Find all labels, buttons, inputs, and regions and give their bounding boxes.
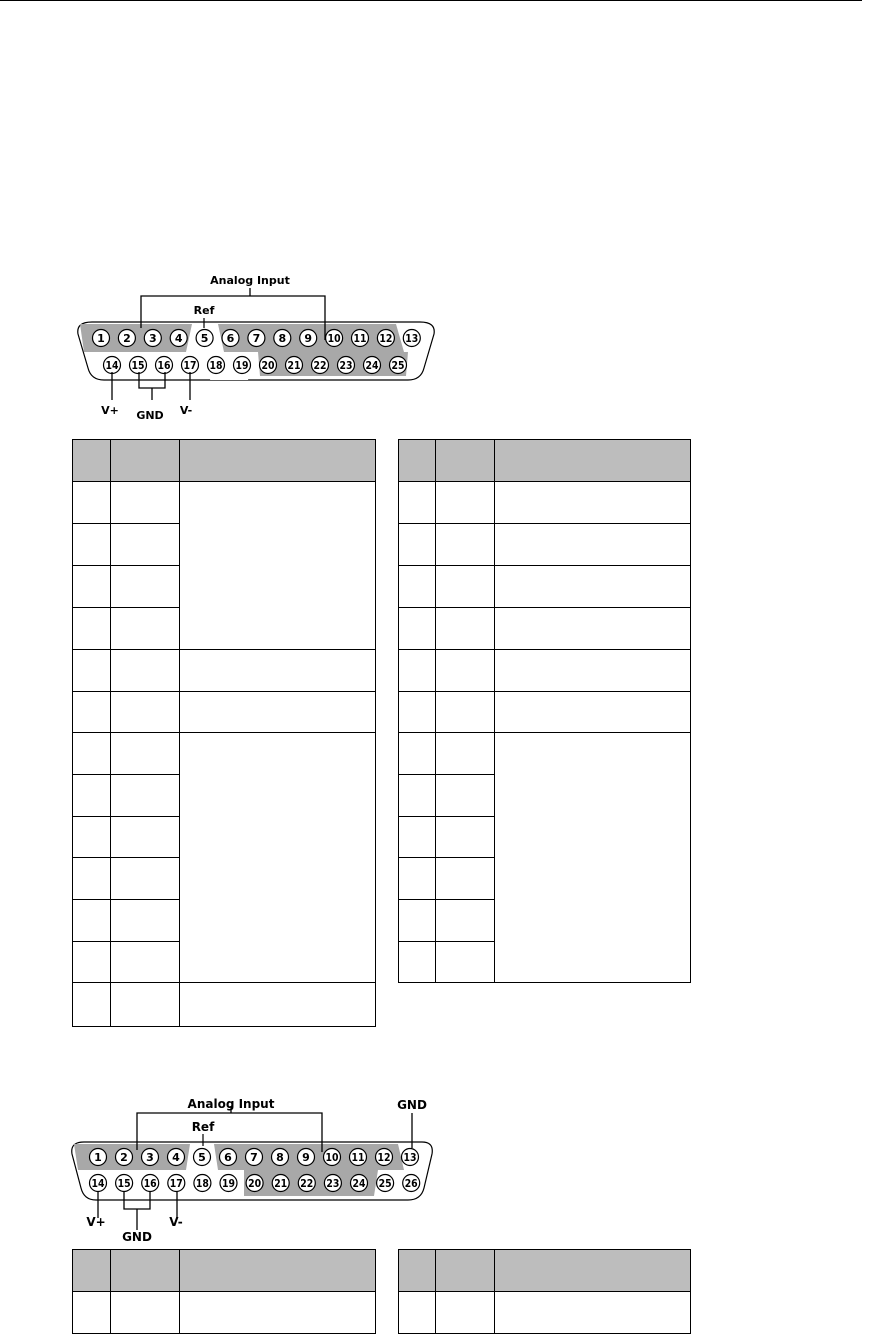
pin-number: 22 xyxy=(300,1177,314,1190)
connector-b-analog-label: Analog Input xyxy=(187,1097,275,1111)
pin-table-b-left xyxy=(72,1249,376,1334)
pin-19 xyxy=(220,1175,237,1192)
connector-b-vplus-label: V+ xyxy=(86,1215,106,1229)
connector-b-gnd-top-label: GND xyxy=(397,1098,427,1112)
pin-number: 2 xyxy=(120,1151,128,1164)
pin-number: 10 xyxy=(327,332,341,345)
pin-number: 17 xyxy=(183,359,197,372)
pin-number: 15 xyxy=(131,359,145,372)
pin-15 xyxy=(116,1175,133,1192)
pin-11 xyxy=(350,1149,367,1166)
pin-number: 17 xyxy=(169,1177,183,1190)
pin-24 xyxy=(351,1175,368,1192)
pin-number: 11 xyxy=(351,1151,365,1164)
pin-10 xyxy=(324,1149,341,1166)
pin-25 xyxy=(377,1175,394,1192)
pin-number: 4 xyxy=(172,1151,180,1164)
pin-16 xyxy=(142,1175,159,1192)
pin-2 xyxy=(116,1149,133,1166)
pin-number: 7 xyxy=(250,1151,258,1164)
table-b-left-header-name xyxy=(111,1250,180,1292)
pin-number: 21 xyxy=(287,359,301,372)
pin-number: 9 xyxy=(304,332,313,345)
pin-number: 9 xyxy=(302,1151,310,1164)
connector-a-analog-label: Analog Input xyxy=(210,274,290,287)
pin-number: 20 xyxy=(261,359,275,372)
pin-number: 18 xyxy=(195,1177,209,1190)
table-b-left-header-desc xyxy=(180,1250,376,1292)
pin-number: 16 xyxy=(157,359,171,372)
table-b-right-header-desc xyxy=(495,1250,691,1292)
pin-number: 21 xyxy=(274,1177,288,1190)
pin-number: 22 xyxy=(313,359,327,372)
pin-number: 6 xyxy=(226,332,235,345)
pin-4 xyxy=(168,1149,185,1166)
pin-5 xyxy=(194,1149,211,1166)
pin-number: 23 xyxy=(339,359,353,372)
pin-number: 24 xyxy=(365,359,379,372)
connector-a-vminus-label: V- xyxy=(179,404,193,417)
pin-number: 15 xyxy=(117,1177,131,1190)
pin-number: 8 xyxy=(276,1151,284,1164)
pin-number: 5 xyxy=(200,332,209,345)
connector-a-vplus-label: V+ xyxy=(101,404,119,417)
pin-number: 23 xyxy=(326,1177,340,1190)
pin-number: 6 xyxy=(224,1151,232,1164)
connector-b-ref-label: Ref xyxy=(191,1120,215,1134)
pin-number: 19 xyxy=(222,1177,235,1190)
pin-21 xyxy=(272,1175,289,1192)
pin-number: 2 xyxy=(123,332,131,345)
pin-9 xyxy=(298,1149,315,1166)
pin-number: 7 xyxy=(252,332,261,345)
pin-14 xyxy=(90,1175,107,1192)
pin-number: 12 xyxy=(377,1151,391,1164)
pin-22 xyxy=(298,1175,315,1192)
pin-number: 4 xyxy=(174,332,183,345)
pin-number: 10 xyxy=(325,1151,339,1164)
pin-7 xyxy=(246,1149,263,1166)
pin-number: 26 xyxy=(404,1177,418,1190)
pin-12 xyxy=(376,1149,393,1166)
pin-number: 25 xyxy=(391,359,405,372)
pin-number: 11 xyxy=(353,332,367,345)
pin-number: 16 xyxy=(143,1177,157,1190)
connector-b-vminus-label: V- xyxy=(169,1215,183,1229)
table-b-right-header-name xyxy=(436,1250,495,1292)
pin-13 xyxy=(402,1149,419,1166)
pin-17 xyxy=(168,1175,185,1192)
pin-20 xyxy=(246,1175,263,1192)
pin-number: 25 xyxy=(378,1177,392,1190)
pin-table-b-right xyxy=(398,1249,691,1334)
pin-number: 13 xyxy=(403,1151,417,1164)
pin-number: 1 xyxy=(94,1151,102,1164)
pin-number: 8 xyxy=(278,332,287,345)
pin-3 xyxy=(142,1149,159,1166)
table-b-left-header-pin xyxy=(73,1250,111,1292)
pin-number: 24 xyxy=(352,1177,366,1190)
pin-number: 13 xyxy=(405,332,419,345)
pin-1 xyxy=(90,1149,107,1166)
pin-number: 5 xyxy=(198,1151,206,1164)
connector-a-gnd-label: GND xyxy=(136,409,164,422)
pin-number: 1 xyxy=(97,332,105,345)
pin-18 xyxy=(194,1175,211,1192)
pin-number: 3 xyxy=(146,1151,154,1164)
pin-26 xyxy=(403,1175,420,1192)
connector-a-ref-label: Ref xyxy=(193,304,215,317)
pin-number: 3 xyxy=(148,332,157,345)
pin-8 xyxy=(272,1149,289,1166)
pin-6 xyxy=(220,1149,237,1166)
pin-number: 19 xyxy=(235,359,249,372)
pin-number: 14 xyxy=(91,1177,105,1190)
pin-number: 18 xyxy=(209,359,223,372)
pin-number: 12 xyxy=(379,332,393,345)
connector-b-gnd-label: GND xyxy=(122,1230,152,1244)
pin-number: 14 xyxy=(105,359,119,372)
pin-number: 20 xyxy=(248,1177,262,1190)
pin-23 xyxy=(324,1175,341,1192)
table-b-right-header-pin xyxy=(399,1250,436,1292)
